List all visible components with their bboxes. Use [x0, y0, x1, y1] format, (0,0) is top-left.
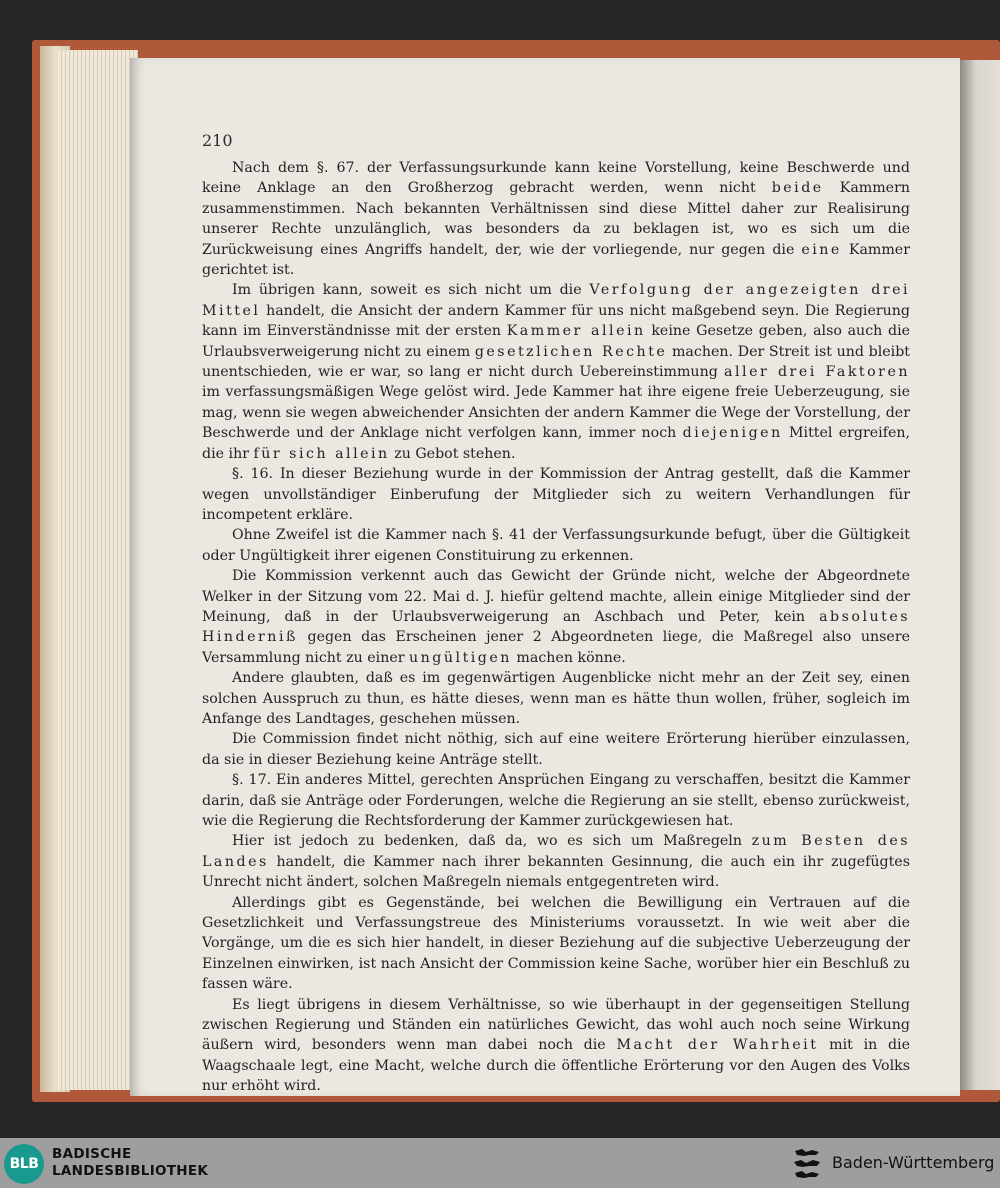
emphasized-text: Macht der Wahrheit — [616, 1037, 819, 1054]
paragraph — [202, 566, 910, 668]
text-run: keine Gesetze geben, also auch die Urlaubsverweigerung nicht zu einem — [202, 323, 910, 360]
paragraph — [202, 668, 910, 729]
three-lions-icon — [792, 1147, 822, 1181]
text-run: gegen das Erscheinen jener 2 Abgeordneten liege, die Maßregel also unsere Versammlung nicht zu einer — [202, 629, 910, 666]
paragraph — [202, 729, 910, 770]
text-run: Die Kommission verkennt auch das Gewicht der Gründe nicht, welche der Abgeordnete Welker in der Sitzung vom 22. Mai d. J. hiefür geltend machte, allein einige Mitglieder sind der Meinung, daß in der Urlaubsverweigerung an Aschbach und Peter, kein — [202, 568, 910, 625]
text-run: handelt, die Ansicht der andern Kammer für uns nicht maßgebend seyn. Die Regierung kann im Einverständnisse mit der ersten — [202, 302, 910, 340]
emphasized-text: eine — [801, 241, 842, 258]
emphasized-text: Verfolgung der angezeigten drei Mittel — [202, 282, 910, 319]
paragraph — [202, 158, 910, 280]
text-run: Kammern zusammenstimmen. Nach bekannten Verhältnissen sind diese Mittel daher zur Realisirung unserer Rechte unzulänglich, was besonders da zu beklagen ist, wo es sich um die Zurückweisung eines Angriffs handelt, der, wie der vorliegende, nur gegen die — [202, 180, 910, 258]
text-run: Im übrigen kann, soweit es sich nicht um die — [232, 282, 590, 299]
emphasized-text: ungültigen — [409, 649, 512, 666]
blb-name[interactable] — [52, 1146, 208, 1180]
paragraph — [202, 893, 910, 995]
emphasized-text: beide — [771, 180, 824, 197]
text-run: machen. Der Streit ist und bleibt unentschieden, wie er war, so lang er nicht durch Uebereinstimmung — [202, 343, 911, 381]
paragraph — [202, 464, 910, 525]
paragraph — [202, 525, 910, 566]
text-run: Hier ist jedoch zu bedenken, daß da, wo es sich um Maßregeln — [232, 833, 752, 850]
paragraph — [202, 831, 910, 892]
text-run: machen könne. — [511, 649, 626, 666]
text-run: Ohne Zweifel ist die Kammer nach §. 41 der Verfassungsurkunde befugt, über die Gültigkeit oder Ungültigkeit ihrer eigenen Constituirung zu erkennen. — [202, 527, 910, 564]
text-run: §. 16. In dieser Beziehung wurde in der Kommission der Antrag gestellt, daß die Kammer wegen unvollständiger Einberufung der Mitglieder sich zu weitern Verhandlungen für incompetent erkläre. — [202, 466, 910, 523]
book-page — [130, 58, 960, 1096]
text-run: zu Gebot stehen. — [389, 445, 516, 462]
text-run: Andere glaubten, daß es im gegenwärtigen Augenblicke nicht mehr an der Zeit sey, einen solchen Ausspruch zu thun, es hätte dieses, wenn man es hätte thun wollen, früher, sogleich im Anfange des Landtages, geschehen müssen. — [202, 670, 910, 727]
text-run: Allerdings gibt es Gegenstände, bei welchen die Bewilligung ein Vertrauen auf die Gesetzlichkeit und Verfassungstreue des Ministeriums voraussetzt. In wie weit aber die Vorgänge, um die es sich hier handelt, in dieser Beziehung auf die subjective Ueberzeugung der Einzelnen einwirken, ist nach Ansicht der Commission keine Sache, worüber hier ein Beschluß zu fassen wäre. — [202, 894, 910, 993]
emphasized-text: zum Besten des Landes — [202, 833, 910, 870]
footer-bar — [0, 1138, 1000, 1188]
text-run: Mittel ergreifen, die ihr — [202, 425, 910, 462]
emphasized-text: Kammer allein — [506, 323, 646, 340]
emphasized-text: diejenigen — [682, 425, 783, 442]
text-run: Die Commission findet nicht nöthig, sich auf eine weitere Erörterung hierüber einzulassen, da sie in dieser Beziehung keine Anträge stellt. — [202, 731, 910, 768]
emphasized-text: gesetzlichen Rechte — [474, 343, 668, 360]
paragraph — [202, 770, 910, 831]
text-run: im verfassungsmäßigen Wege gelöst wird. Jede Kammer hat ihre eigene freie Ueberzeugung, sie mag, wenn sie wegen abweichender Ansichten der andern Kammer die Wege der Vorstellung, der Beschwerde und der Anklage nicht verfolgen kann, immer noch — [202, 384, 910, 442]
text-run: Nach dem §. 67. der Verfassungsurkunde kann keine Vorstellung, keine Beschwerde und keine Anklage an den Großherzog gebracht werden, wenn nicht — [202, 160, 910, 197]
text-run: Kammer gerichtet ist. — [202, 241, 910, 279]
paragraph — [202, 280, 910, 464]
text-run: §. 17. Ein anderes Mittel, gerechten Ansprüchen Eingang zu verschaffen, besitzt die Kammer darin, daß sie Anträge oder Forderungen, welche die Regierung an sie stellt, ebenso zurückweist, wie die Regierung die Rechtsforderung der Kammer zurückgewiesen hat. — [202, 772, 910, 829]
emphasized-text: für sich allein — [253, 445, 390, 462]
paragraph — [202, 995, 910, 1097]
page-body-text — [202, 158, 910, 1097]
emphasized-text: absolutes Hinderniß — [202, 608, 910, 646]
blb-logo-icon[interactable]: BLB — [4, 1144, 44, 1184]
blb-name-line2: LANDESBIBLIOTHEK — [52, 1163, 209, 1179]
text-run: Es liegt übrigens in diesem Verhältnisse, so wie überhaupt in der gegenseitigen Stellung zwischen Regierung und Ständen ein natürliches Gewicht, das wohl auch noch seine Wirkung äußern wird, besonders wenn man dabei noch die — [202, 996, 910, 1054]
emphasized-text: aller drei Faktoren — [724, 364, 910, 381]
text-run: mit in die Waagschaale legt, eine Macht, welche durch die öffentliche Erörterung vor den Augen des Volks nur erhöht wird. — [202, 1037, 910, 1095]
bw-name[interactable]: Baden-Württemberg — [832, 1153, 995, 1172]
page-number: 210 — [202, 131, 233, 150]
text-run: handelt, die Kammer nach ihrer bekannten Gesinnung, die auch ein ihr zugefügtes Unrecht nicht ändert, solchen Maßregeln niemals entgegentreten wird. — [202, 853, 910, 891]
right-page-edge — [960, 60, 1000, 1090]
page-stack-edges — [58, 50, 138, 1090]
blb-name-line1: BADISCHE — [52, 1146, 132, 1162]
